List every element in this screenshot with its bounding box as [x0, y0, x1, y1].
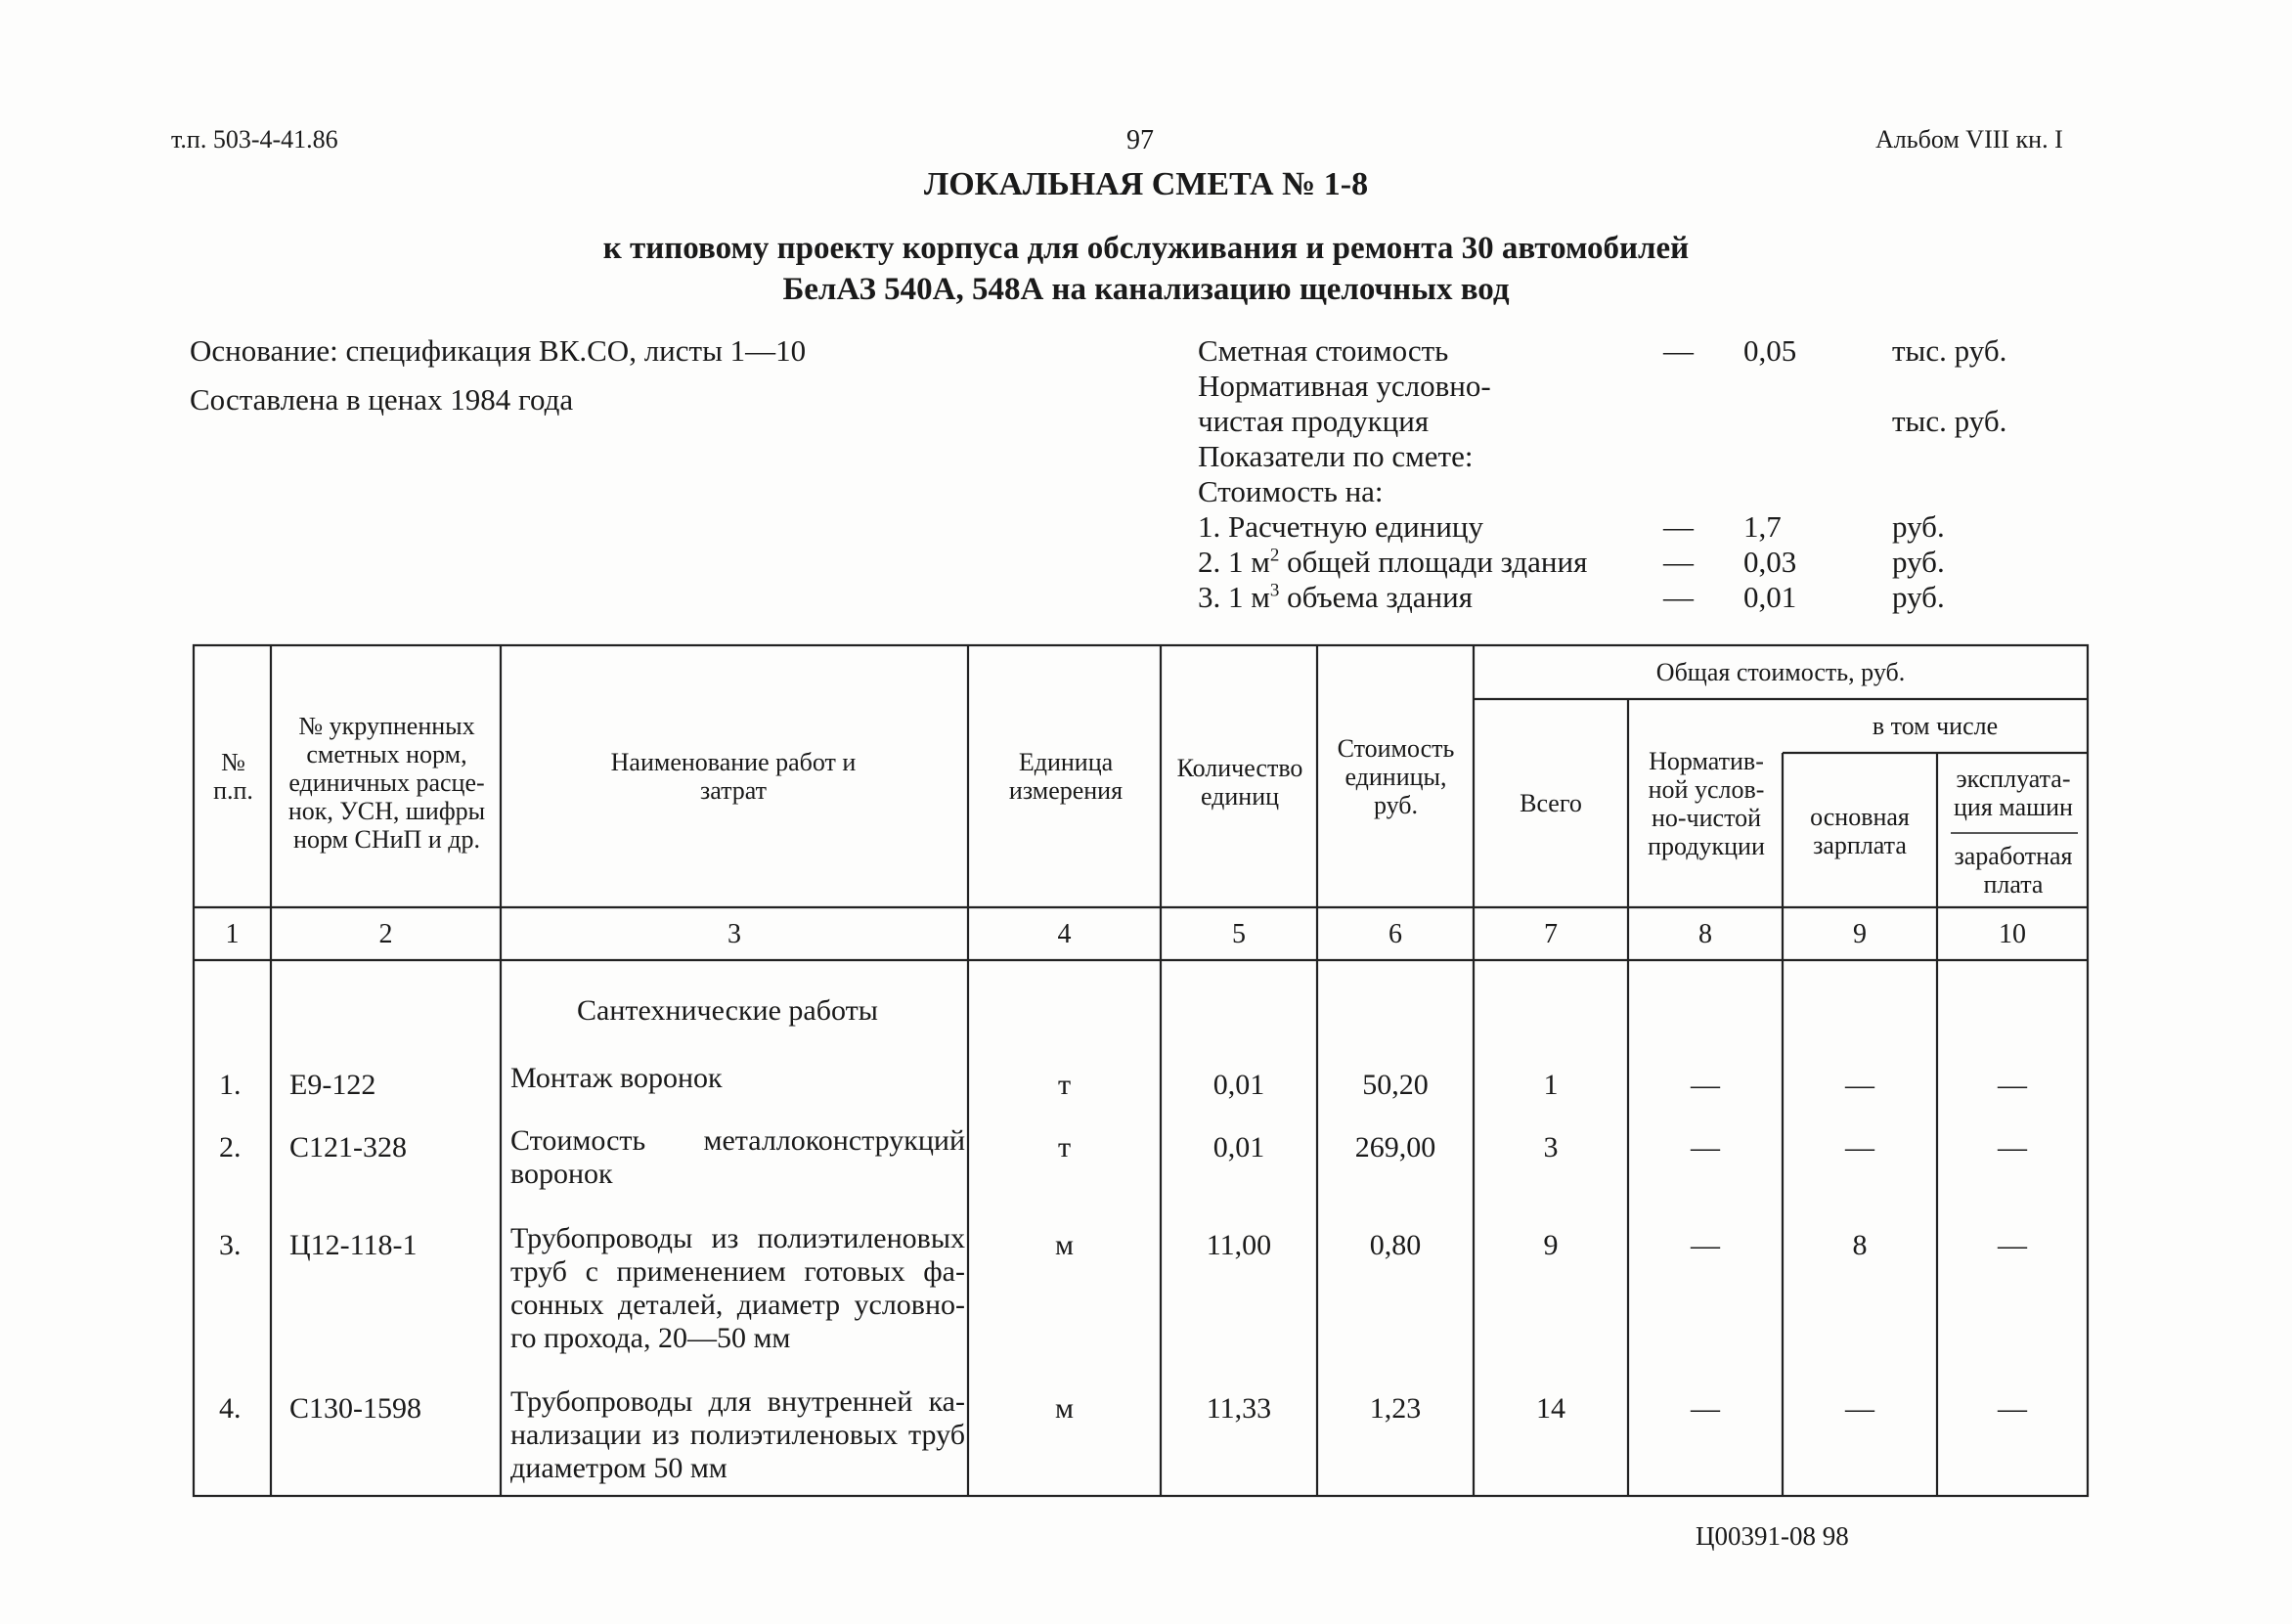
footer-code: Ц00391-08 98 [1696, 1521, 1849, 1551]
row-total: 3 [1543, 1131, 1559, 1163]
header-total-cost-group: Общая стоимость, руб. [1655, 658, 1906, 686]
header-machine-operation: эксплуата-ция машин [1954, 765, 2073, 821]
col-number-7: 7 [1544, 918, 1558, 949]
header-unit-cost: Стоимость единицы, руб. [1337, 733, 1455, 819]
estimated-cost-dash: — [1663, 333, 1694, 368]
row-code: С130-1598 [289, 1392, 421, 1425]
row-total: 1 [1543, 1069, 1559, 1101]
col-number-3: 3 [727, 918, 741, 949]
basis-line: Основание: спецификация ВК.СО, листы 1—10 [190, 333, 807, 368]
row-quantity: 11,33 [1206, 1392, 1272, 1425]
header-including-group: в том числе [1872, 712, 1999, 740]
row-unit-price: 1,23 [1369, 1392, 1422, 1425]
indicator-2-label: 2. 1 $м^2$ общей площади здания [1198, 545, 1588, 579]
row-name: Трубопроводы из полиэтиленовых труб с применением готовых фа-сонных деталей, диаметр условно-го прохода, 20—50 мм [510, 1222, 965, 1354]
estimated-cost-unit: тыс. руб. [1892, 333, 2007, 368]
header-base-salary: основная зарплата [1810, 803, 1910, 859]
estimated-cost-label: Сметная стоимость [1198, 333, 1449, 368]
col-number-10: 10 [1999, 918, 2026, 949]
estimated-cost-value: 0,05 [1743, 333, 1797, 368]
normative-unit: тыс. руб. [1892, 404, 2007, 438]
row-code: Е9-122 [289, 1069, 376, 1101]
row-code: Ц12-118-1 [289, 1229, 418, 1261]
row-unit-price: 50,20 [1362, 1069, 1429, 1101]
row-normative: — [1691, 1392, 1720, 1425]
row-machines: — [1998, 1069, 2027, 1101]
row-total: 9 [1543, 1229, 1559, 1261]
col-number-6: 6 [1388, 918, 1402, 949]
page-number: 97 [1126, 125, 1154, 155]
header-total: Всего [1520, 789, 1582, 817]
indicator-1-value: 1,7 [1743, 509, 1782, 544]
col-number-4: 4 [1057, 918, 1072, 949]
row-number: 3. [219, 1229, 242, 1261]
header-machine-salary: заработная плата [1954, 842, 2073, 899]
header-normative-product: Норматив-ной услов-но-чистой продукции [1648, 746, 1765, 860]
col-number-9: 9 [1853, 918, 1867, 949]
indicators-label: Показатели по смете: [1198, 439, 1474, 473]
indicator-2-value: 0,03 [1743, 545, 1797, 579]
indicator-1-label: 1. Расчетную единицу [1198, 509, 1484, 544]
indicator-3-label: 3. 1 $м^3$ объема здания [1198, 580, 1473, 614]
row-number: 1. [219, 1069, 242, 1101]
row-unit-price: 0,80 [1369, 1229, 1422, 1261]
header-row-number: № п.п. [213, 748, 253, 805]
row-total: 14 [1536, 1392, 1565, 1425]
indicator-3-value: 0,01 [1743, 580, 1797, 614]
row-normative: — [1691, 1069, 1720, 1101]
row-salary: — [1845, 1131, 1874, 1163]
normative-label-1: Нормативная условно- [1198, 369, 1491, 403]
project-code: т.п. 503-4-41.86 [171, 125, 338, 154]
row-salary: — [1845, 1392, 1874, 1425]
row-name: Трубопроводы для внутренней ка-нализации из полиэтиленовых труб диаметром 50 мм [510, 1385, 965, 1484]
document-subtitle-line1: к типовому проекту корпуса для обслуживания и ремонта 30 автомобилей [602, 231, 1690, 266]
header-unit: Единица измерения [1008, 748, 1124, 805]
indicator-3-unit: руб. [1892, 580, 1945, 614]
col-number-2: 2 [378, 918, 393, 949]
indicator-3-dash: — [1663, 580, 1694, 614]
col-number-8: 8 [1698, 918, 1712, 949]
row-name: Стоимость металлоконструкций воронок [510, 1124, 965, 1190]
row-machines: — [1998, 1229, 2027, 1261]
header-norm-code: № укрупненных сметных норм, единичных расце-нок, УСН, шифры норм СНиП и др. [287, 711, 486, 854]
col-number-5: 5 [1232, 918, 1246, 949]
document-subtitle-line2: БелАЗ 540А, 548А на канализацию щелочных вод [782, 272, 1510, 307]
row-unit: т [1057, 1131, 1072, 1163]
prices-year-line: Составлена в ценах 1984 года [190, 382, 574, 417]
header-work-name: Наименование работ и затрат [610, 748, 857, 805]
row-salary: — [1845, 1069, 1874, 1101]
row-quantity: 11,00 [1206, 1229, 1272, 1261]
indicator-1-unit: руб. [1892, 509, 1945, 544]
row-number: 2. [219, 1131, 242, 1163]
row-code: С121-328 [289, 1131, 407, 1163]
row-name: Монтаж воронок [510, 1062, 723, 1094]
section-title: Сантехнические работы [577, 994, 878, 1027]
row-quantity: 0,01 [1212, 1069, 1265, 1101]
normative-label-2: чистая продукция [1198, 404, 1430, 438]
row-machines: — [1998, 1392, 2027, 1425]
indicator-2-dash: — [1663, 545, 1694, 579]
row-machines: — [1998, 1131, 2027, 1163]
indicator-1-dash: — [1663, 509, 1694, 544]
col-number-1: 1 [225, 918, 240, 949]
row-unit: м [1055, 1229, 1074, 1261]
row-quantity: 0,01 [1212, 1131, 1265, 1163]
indicator-2-unit: руб. [1892, 545, 1945, 579]
album-label: Альбом VIII кн. I [1875, 125, 2063, 154]
row-unit: м [1055, 1392, 1074, 1425]
document-title: ЛОКАЛЬНАЯ СМЕТА № 1-8 [923, 166, 1369, 202]
cost-on-label: Стоимость на: [1198, 474, 1384, 508]
row-number: 4. [219, 1392, 242, 1425]
row-normative: — [1691, 1131, 1720, 1163]
row-unit-price: 269,00 [1354, 1131, 1436, 1163]
row-salary: 8 [1852, 1229, 1868, 1261]
row-normative: — [1691, 1229, 1720, 1261]
header-quantity: Количество единиц [1176, 754, 1303, 811]
row-unit: т [1057, 1069, 1072, 1101]
